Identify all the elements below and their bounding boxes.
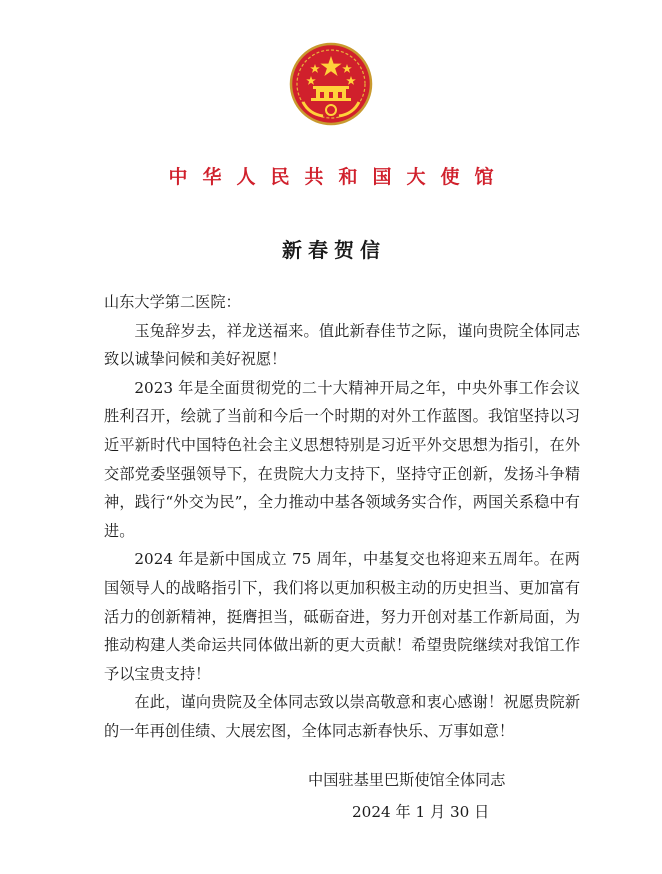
salutation: 山东大学第二医院： [104, 293, 241, 311]
paragraph-closing: 在此，谨向贵院及全体同志致以崇高敬意和衷心感谢！祝愿贵院新的一年再创佳绩、大展宏图，全体同志新春快乐、万事如意！ [104, 693, 580, 740]
sender: 中国驻基里巴斯使馆全体同志 [308, 771, 506, 789]
letter-title: 新春贺信 [282, 238, 386, 262]
embassy-name: 中华人民共和国大使馆 [168, 166, 509, 188]
paragraph-2023-review: 2023 年是全面贯彻党的二十大精神开局之年，中央外事工作会议胜利召开，绘就了当前和今后一个时期的对外工作蓝图。我馆坚持以习近平新时代中国特色社会主义思想特别是习近平外交思想为指引，在外交部党委坚强领导下，在贵院大力支持下，坚持守正创新，发扬斗争精神，践行“外交为民”，全力推动中基各领域务实合作，两国关系稳中有进。 [104, 378, 580, 540]
signature-block [300, 764, 580, 828]
national-emblem-icon [289, 42, 373, 126]
paragraph-2024-outlook: 2024 年是新中国成立 75 周年，中基复交也将迎来五周年。在两国领导人的战略指引下，我们将以更加积极主动的历史担当、更加富有活力的创新精神，挺膺担当，砥砺奋进，努力开创对基工作新局面，为推动构建人类命运共同体做出新的更大贡献！希望贵院继续对我馆工作予以宝贵支持！ [104, 550, 580, 683]
letter-date: 2024 年 1 月 30 日 [352, 803, 490, 821]
letter-body [104, 288, 580, 746]
paragraph-greeting: 玉兔辞岁去，祥龙送福来。值此新春佳节之际，谨向贵院全体同志致以诚挚问候和美好祝愿！ [104, 321, 580, 369]
